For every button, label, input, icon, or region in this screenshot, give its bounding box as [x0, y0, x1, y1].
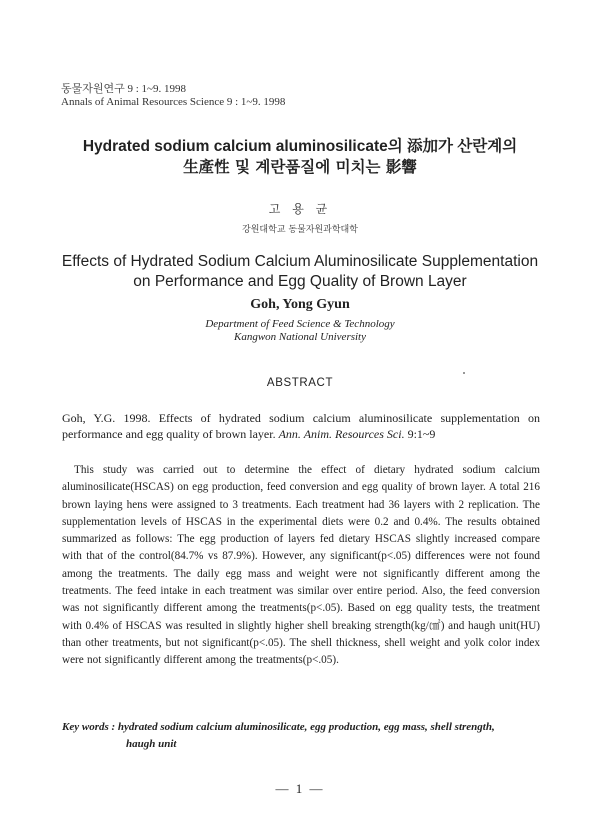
- citation-volume-pages: 9:1~9: [404, 427, 436, 441]
- korean-title-line1: Hydrated sodium calcium aluminosilicate의 添加가 산란계의: [82, 138, 518, 155]
- english-title-line2: on Performance and Egg Quality of Brown Layer: [133, 273, 467, 290]
- keywords-line2: haugh unit: [126, 738, 177, 750]
- citation-text: Goh, Y.G. 1998. Effects of hydrated sodium calcium aluminosilicate supplementation on performance and egg quality of brown layer.: [62, 411, 540, 441]
- journal-header-korean: 동물자원연구 9 : 1~9. 1998: [61, 83, 187, 95]
- keywords: [62, 719, 540, 753]
- journal-header: [61, 83, 285, 109]
- affiliation-university: Kangwon National University: [234, 331, 366, 343]
- korean-author: 고 용 균: [268, 202, 332, 216]
- abstract-heading: ABSTRACT: [266, 377, 334, 389]
- abstract-body: This study was carried out to determine the effect of dietary hydrated sodium calcium aluminosilicate(HSCAS) on egg production, feed conversion and egg quality of brown layer. A total 216 brown laying hens were assigned to 3 treatments. Each treatment had 36 layers with 2 replication. The supplementation levels of HSCAS in the experimental diets were 0.2 and 0.4%. The results obtained summarized as follows: The egg production of layers fed dietary HSCAS slightly increased compare with that of the control(84.7% vs 87.9%). However, any significant(p<.05) differences were not found among the treatments. The daily egg mass and weight were not significantly different among the treatments. The feed intake in each treatment was similar over entire period. Also, the feed conversion was not significantly different among the treatments(p<.05). Based on egg quality tests, the treatment with 0.4% of HSCAS was resulted in slightly higher shell breaking strength(kg/㎠) and haugh unit(HU) than other treatments, but not significant(p<.05). The shell thickness, shell weight and yolk color index were not significantly different among the treatments(p<.05).: [62, 464, 540, 667]
- english-author: Goh, Yong Gyun: [250, 297, 350, 312]
- journal-header-english: Annals of Animal Resources Science 9 : 1~9. 1998: [61, 96, 286, 108]
- korean-title: [0, 136, 600, 178]
- korean-affiliation: 강원대학교 동물자원과학대학: [242, 225, 358, 235]
- affiliation-department: Department of Feed Science & Technology: [205, 318, 395, 330]
- page-number: — 1 —: [275, 781, 325, 796]
- english-title: [0, 252, 600, 292]
- keywords-label: Key words :: [62, 721, 116, 733]
- citation-journal: Ann. Anim. Resources Sci.: [278, 427, 405, 441]
- keywords-line1: hydrated sodium calcium aluminosilicate, egg production, egg mass, shell strength,: [115, 721, 495, 733]
- english-title-line1: Effects of Hydrated Sodium Calcium Aluminosilicate Supplementation: [61, 253, 539, 270]
- korean-title-line2: 生產性 및 계란품질에 미치는 影響: [183, 158, 417, 176]
- english-affiliation: [0, 318, 600, 344]
- citation: [62, 410, 540, 442]
- scan-speck: [463, 372, 465, 374]
